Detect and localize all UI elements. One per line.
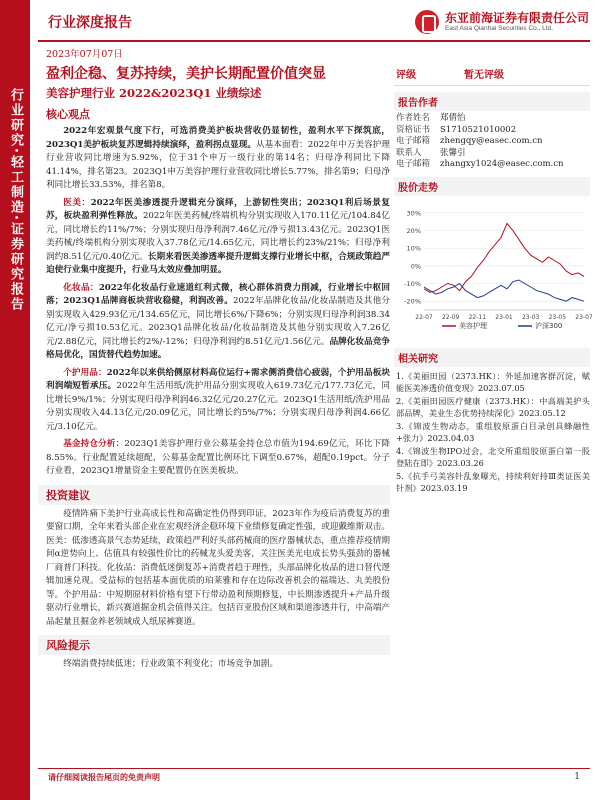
core-paragraph <box>46 125 390 193</box>
x-tick-label: 23-01 <box>495 313 513 321</box>
paragraph-bold: 2022年以来供给侧原材料高位运行+需求侧消费信心疲弱，个护用品板块利润端短暂承压。 <box>46 367 390 391</box>
core-paragraph <box>46 438 390 479</box>
y-tick-label: 30% <box>406 208 421 217</box>
rating-label: 评级 <box>396 70 416 81</box>
side-column <box>394 64 593 495</box>
paragraph-text: 2023Q1美容护理行业公募基金持仓总市值为194.69亿元，环比下降8.55%。行业配置延续超配，公募基金配置比例环比下调至0.67%，超配0.19pct。分子行业看，2023Q1增量资金主要配置仍在医美板块。 <box>46 439 390 476</box>
related-item[interactable]: 2.《美丽田园医疗健康（2373.HK）：中高端美护头部品牌，美业生态优势持续深化》2023.05.12 <box>396 395 590 418</box>
analyst-key: 资格证书 <box>396 124 431 135</box>
y-tick-label: -20% <box>404 297 421 306</box>
analyst-value: 张馨引 <box>440 147 466 158</box>
report-type: 行业深度报告 <box>48 15 132 31</box>
rating-value: 暂无评级 <box>464 70 504 81</box>
advice-heading: 投资建议 <box>38 485 390 505</box>
analyst-row <box>394 159 590 171</box>
x-tick-label: 23-07 <box>575 313 593 321</box>
core-paragraph <box>46 367 390 435</box>
analyst-value: 郑倩怡 <box>440 113 466 123</box>
report-date: 2023年07月07日 <box>46 49 123 60</box>
x-tick-label: 22-07 <box>415 313 433 321</box>
company-logo <box>415 8 590 38</box>
y-tick-label: 0% <box>410 261 421 270</box>
x-tick-label: 22-09 <box>441 313 460 321</box>
analyst-key: 电子邮箱 <box>396 159 431 169</box>
logo-cn: 东亚前海证券有限责任公司 <box>445 11 590 25</box>
related-item[interactable]: 3.《锦波生物动态，重组胶原蛋白目录创具蜂融性+张力》2023.04.03 <box>396 420 590 443</box>
chart-heading: 股价走势 <box>394 177 590 196</box>
analyst-value[interactable]: zhengqy@easec.com.cn <box>440 136 543 146</box>
sidebar-band <box>0 0 30 800</box>
logo-icon <box>415 10 439 34</box>
analyst-box <box>394 113 590 171</box>
advice-text: 疫情阵痛下美护行业高成长性和高确定性仍得到印证，2023年作为疫后消费复苏的重要窗口期，全年来看头部企业在宏观经济企稳环境下业绩修复确定性强，或迎戴维斯双击。医美：低渗透高景气态势延续，政策趋严利好头部药械商的医疗器械状态，重点推荐疫情期间α逆势向上、估值具有较强性价比的药械龙头爱美客，关注医美光电成长势头强劲的器械厂商普门科技。化妆品：消费低迷倒复苏+消费者趋于理性，头部品牌化妆品的进口替代逻辑加速兑现。受益标的包括基本面优质的珀莱雅和存在边际改善机会的福瑞达、丸美股份等。个护用品：中短期原材料价格有望下行带动盈利预期修复，中长期渗透提升+产品升级驱动行业增长，新兴赛道掘金机会值得关注。包括百亚股份区域和渠道渗透并行，中高端产品起量且掘金养老领域成人纸尿裤赛道。 <box>46 508 390 627</box>
main-column <box>38 64 390 676</box>
related-item[interactable]: 5.《抗手弓美容针乱象曝光，持续利好持Ⅲ类证医美针剂》2023.03.19 <box>396 470 590 493</box>
y-tick-label: 20% <box>406 226 421 235</box>
related-item[interactable]: 4.《锦波生物IPO过会，北交所重组胶原蛋白第一股登陆在即》2023.03.26 <box>396 445 590 468</box>
analyst-value[interactable]: zhangxy1024@easec.com.cn <box>440 159 564 169</box>
core-paragraph <box>46 282 390 363</box>
paragraph-bold: 品牌化妆品竞争格局优化，国货替代趋势加速。 <box>46 336 390 360</box>
x-tick-label: 23-05 <box>548 313 567 321</box>
paragraph-bold: 长期来看医美渗透率提升逻辑支撑行业增长中枢，合规政策趋严迫使行业集中度提升，行业马太效应叠加明显。 <box>46 251 390 275</box>
analyst-heading: 报告作者 <box>394 92 590 111</box>
risk-text: 终端消费持续低迷；行业政策不利变化；市场竞争加剧。 <box>63 659 279 669</box>
paragraph-text: 从基本面看：2022年中万美容护理行业营收同比增速为5.92%，位于31个申万一级行业的第14名；归母净利同比下降41.14%，排名第23。2023Q1申万美容护理行业营收同比增长5.77%，排名第9；归母净利同比增长33.53%，排名第8。 <box>46 139 390 190</box>
sidebar-text: 行业研究·轻工制造·证券研究报告 <box>8 88 23 312</box>
analyst-row <box>394 125 590 137</box>
paragraph-lead: 化妆品： <box>63 282 99 293</box>
analyst-value: S1710521010002 <box>440 124 517 135</box>
legend-label: 美容护理 <box>459 321 487 330</box>
y-tick-label: 10% <box>406 244 421 253</box>
analyst-row <box>394 148 590 160</box>
paragraph-bold: 2022年化妆品行业速道红利式微，核心群体消费力削减，行业增长中枢回落；2023Q1品牌商板块营收稳健，利润改善。 <box>46 282 390 306</box>
analyst-row <box>394 113 590 125</box>
page-subtitle: 美容护理行业 2022&2023Q1 业绩综述 <box>46 86 262 100</box>
core-paragraphs <box>38 125 390 479</box>
stock-chart <box>394 198 593 338</box>
core-heading: 核心观点 <box>46 108 90 121</box>
x-tick-label: 22-11 <box>468 313 487 321</box>
risk-heading: 风险提示 <box>38 635 390 655</box>
y-tick-label: -10% <box>404 279 421 288</box>
x-tick-label: 23-03 <box>521 313 540 321</box>
paragraph-text: 2022年医美药械/终端机构分别实现收入170.11亿元/104.84亿元，同比增长约11%/7%；分别实现归母净利润7.46亿元/净亏损13.43亿元。2023Q1医美药械/终端机构分别实现收入37.78亿元/14.65亿元，同比增长约23%/21%；归母净利润约8.51亿元/0.40亿元。 <box>46 211 390 262</box>
page-header <box>38 0 590 42</box>
analyst-key: 联系人 <box>396 147 422 158</box>
legend-label: 沪深300 <box>535 321 563 330</box>
analyst-key: 作者姓名 <box>396 113 431 123</box>
logo-en: East Asia Qianhai Securities Co., Ltd. <box>445 25 554 32</box>
page-number: 1 <box>574 772 580 782</box>
paragraph-bold: 2022年宏观景气度下行，可选消费美护板块营收仍显韧性，盈利水平下探筑底，2023Q1美护板块复苏逻辑持续演绎，盈利拐点显现。 <box>46 126 390 150</box>
paragraph-lead: 基金持仓分析： <box>63 439 125 449</box>
related-heading: 相关研究 <box>394 348 590 367</box>
series-line-0 <box>424 223 584 292</box>
related-item[interactable]: 1.《美丽田园（2373.HK）：外延加速客群沉淀，赋能医美渗透价值变现》2023.07.05 <box>396 370 590 393</box>
paragraph-lead: 医美： <box>63 197 91 208</box>
core-paragraph <box>46 197 390 278</box>
footer-disclaimer: 请仔细阅读报告尾页的免责声明 <box>48 772 160 782</box>
paragraph-text: 2022年品牌化妆品/化妆品制造及其他分别实现收入429.93亿元/134.65亿元，同比增长6%/下降6%；分别实现归母净利润38.34亿元/净亏损10.53亿元。2023Q1品牌化妆品/化妆品制造及其他分别实现收入7.26亿元/2.88亿元，同比增长约2%/-12%；归母净利润约8.51亿元/1.56亿元。 <box>46 296 390 347</box>
paragraph-bold: 2022年医美渗透提升逻辑充分演绎，上游韧性突出；2023Q1利后场景复苏，板块盈利弹性释放。 <box>46 197 390 221</box>
paragraph-text: 2022年生活用纸/洗护用品分别实现收入619.73亿元/177.73亿元，同比增长9%/1%；分别实现归母净利润46.32亿元/20.27亿元。2023Q1生活用纸/洗护用品分别实现收入44.13亿元/20.09亿元，同比增长约5%/7%；分别实现归母净利润4.66亿元/3.10亿元。 <box>46 381 390 432</box>
analyst-row <box>394 136 590 148</box>
analyst-key: 电子邮箱 <box>396 136 431 146</box>
rating-row <box>394 64 590 86</box>
footer-divider <box>38 768 590 769</box>
paragraph-lead: 个护用品： <box>63 367 107 378</box>
related-list <box>394 370 590 494</box>
page-title: 盈利企稳、复苏持续，美护长期配置价值突显 <box>46 66 326 82</box>
